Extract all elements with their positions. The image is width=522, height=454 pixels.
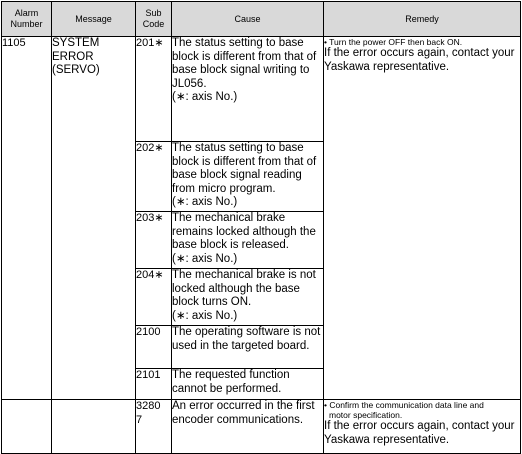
cause-text: The mechanical brake remains locked although the base block is released. <box>172 212 316 251</box>
header-message: Message <box>52 2 136 37</box>
cause-text: The status setting to base block is different from that of base block signal writing to JL056. <box>172 37 317 90</box>
table-row <box>2 37 521 142</box>
cause-cell <box>172 326 324 369</box>
cause-text: The operating software is not used in the targeted board. <box>172 326 321 352</box>
axis-note: (∗: axis No.) <box>172 91 238 103</box>
cause-cell <box>172 269 324 326</box>
axis-note: (∗: axis No.) <box>172 196 238 208</box>
cause-cell <box>172 142 324 212</box>
axis-note: (∗: axis No.) <box>172 252 238 265</box>
sub-code-cell: 202∗ <box>136 142 172 212</box>
cause-text: The status setting to base block is different from that of base block signal reading from micro program. <box>172 142 317 195</box>
sub-code-cell: 203∗ <box>136 212 172 269</box>
sub-code-cell: 2100 <box>136 326 172 369</box>
sub-code-cell: 3280 7 <box>136 400 172 454</box>
cause-cell <box>172 37 324 142</box>
cause-text: The mechanical brake is not locked although the base block turns ON. <box>172 269 316 308</box>
cause-cell <box>172 400 324 454</box>
remedy-cell <box>324 37 521 400</box>
alarm-table <box>1 1 521 454</box>
remedy-text: If the error occurs again, contact your Yaskawa representative. <box>324 47 515 73</box>
cause-cell <box>172 369 324 400</box>
table-row <box>2 400 521 454</box>
sub-code-cell: 2101 <box>136 369 172 400</box>
alarm-number-cell: 1105 <box>2 37 52 400</box>
cause-text: The requested function cannot be performed. <box>172 369 290 395</box>
cause-cell <box>172 212 324 269</box>
header-alarm-number: Alarm Number <box>2 2 52 37</box>
table-header-row <box>2 2 521 37</box>
remedy-bullet-continuation: motor specification. <box>329 410 403 420</box>
empty-message-cell <box>52 400 136 454</box>
cause-text: An error occurred in the first encoder communications. <box>172 400 315 426</box>
remedy-cell <box>324 400 521 454</box>
sub-code-cell: 201∗ <box>136 37 172 142</box>
alarm-message-cell: SYSTEM ERROR (SERVO) <box>52 37 136 400</box>
remedy-bullet: • Confirm the communication data line and <box>324 400 484 410</box>
header-sub-code: Sub Code <box>136 2 172 37</box>
sub-code-cell: 204∗ <box>136 269 172 326</box>
axis-note: (∗: axis No.) <box>172 309 238 322</box>
header-remedy: Remedy <box>324 2 521 37</box>
empty-alarm-cell <box>2 400 52 454</box>
remedy-text: If the error occurs again, contact your Yaskawa representative. <box>324 420 515 446</box>
remedy-bullet: • Turn the power OFF then back ON. <box>324 37 463 47</box>
header-cause: Cause <box>172 2 324 37</box>
